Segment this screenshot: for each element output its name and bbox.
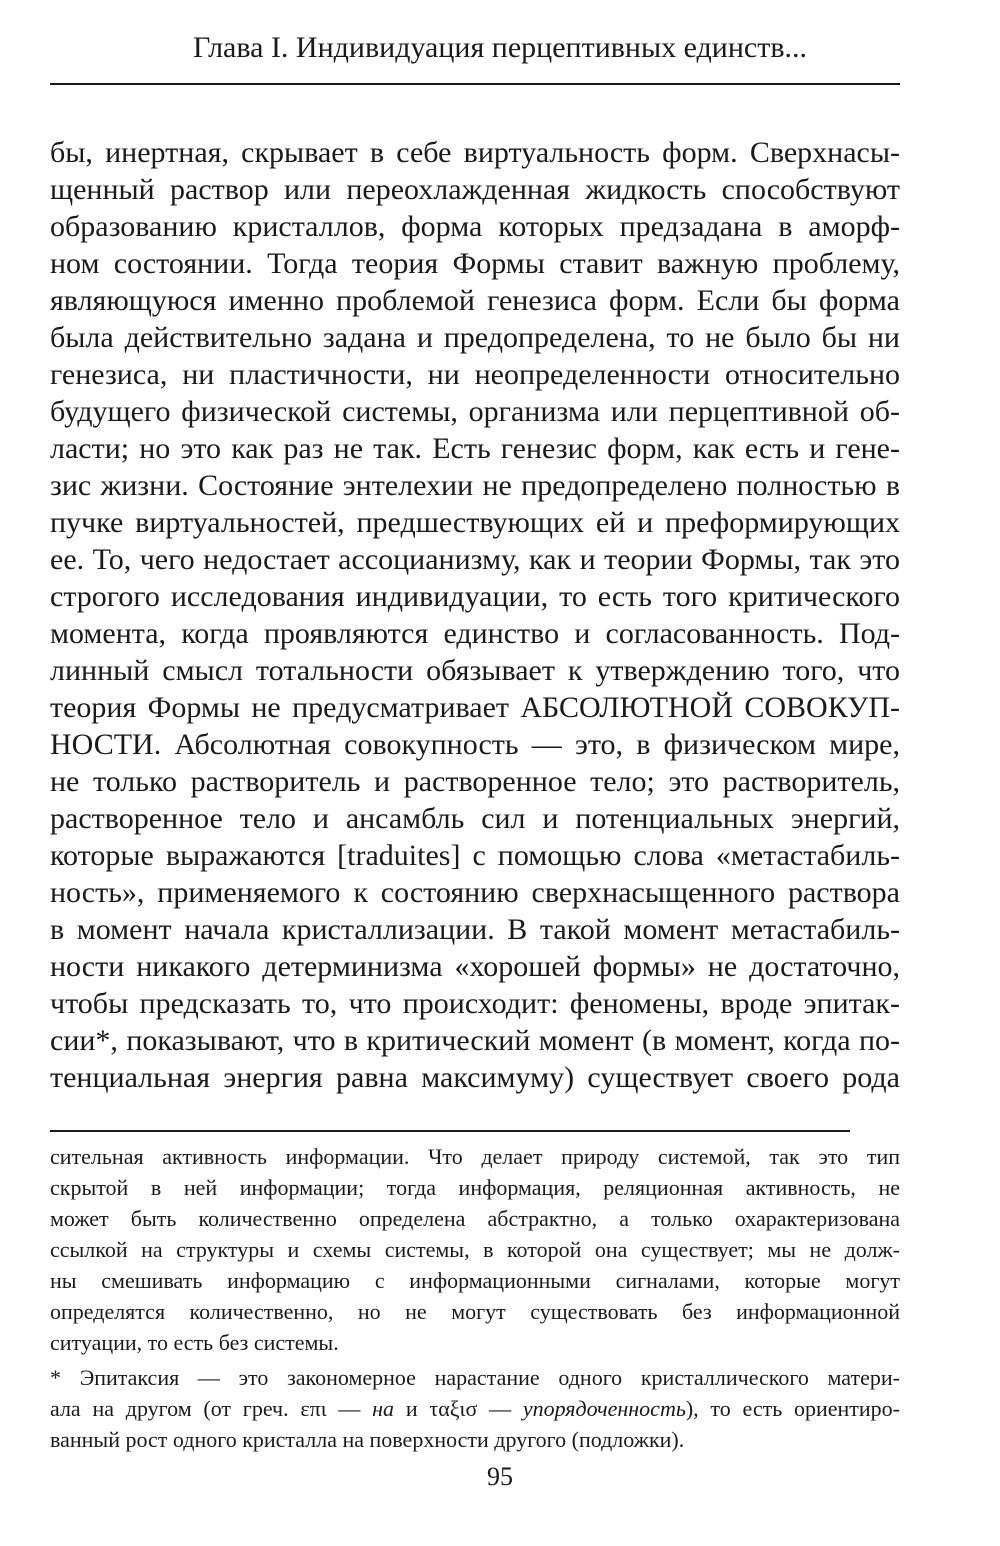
footnote-line: ситуации, то есть без системы. — [50, 1330, 339, 1355]
footnote-line: определятся количественно, но не могут существовать без информационной — [50, 1299, 900, 1324]
gloss-word: на — [372, 1396, 395, 1421]
main-body-text — [50, 134, 900, 1096]
epitaxy-footnote-line: ванный рост одного кристалла на поверхности другого (подложки). — [50, 1427, 685, 1452]
body-line: теория Формы не предусматривает АБСОЛЮТНОЙ СОВОКУП- — [50, 691, 900, 724]
body-line: ее. То, чего недостает ассоцианизму, как и теории Формы, так это — [50, 543, 900, 576]
footnote-text: ), то есть ориентиро- — [685, 1396, 901, 1421]
page-number: 95 — [487, 1462, 513, 1491]
running-header: Глава I. Индивидуация перцептивных единств... — [192, 31, 808, 64]
footnote-line: сительная активность информации. Что делает природу системой, так это тип — [50, 1144, 900, 1169]
body-line: не только растворитель и растворенное тело; это растворитель, — [50, 765, 900, 798]
epitaxy-footnote-line: * Эпитаксия — это закономерное нарастание одного кристаллического матери- — [50, 1365, 900, 1390]
footnote-text: и — [394, 1396, 430, 1421]
footnotes — [50, 1141, 900, 1455]
body-line: ном состоянии. Тогда теория Формы ставит важную проблему, — [50, 247, 900, 280]
greek-word: επι — [300, 1396, 327, 1421]
gloss-word: упорядоченность — [522, 1396, 686, 1421]
footnote-text: — — [477, 1396, 523, 1421]
body-line: бы, инертная, скрывает в себе виртуальность форм. Сверхнасы- — [50, 136, 900, 169]
body-line: сии*, показывают, что в критический момент (в момент, когда по- — [50, 1024, 900, 1057]
body-line: в момент начала кристаллизации. В такой момент метастабиль- — [50, 913, 900, 946]
body-line: ность», применяемого к состоянию сверхнасыщенного раствора — [50, 876, 900, 909]
body-line: образованию кристаллов, форма которых предзадана в аморф- — [50, 210, 900, 243]
body-line: строгого исследования индивидуации, то есть того критического — [50, 580, 900, 613]
body-line: была действительно задана и предопределена, то не было бы ни — [50, 321, 900, 354]
body-line: растворенное тело и ансамбль сил и потенциальных энергий, — [50, 802, 900, 835]
footnote-text: — — [326, 1396, 373, 1421]
body-line: будущего физической системы, организма или перцептивной об- — [50, 395, 900, 428]
body-line: чтобы предсказать то, что происходит: феномены, вроде эпитак- — [50, 987, 900, 1020]
body-line: ности никакого детерминизма «хорошей формы» не достаточно, — [50, 950, 900, 983]
body-line: являющуюся именно проблемой генезиса форм. Если бы форма — [50, 284, 900, 317]
body-line: которые выражаются [traduites] с помощью слова «метастабиль- — [50, 839, 900, 872]
body-line: тенциальная энергия равна максимуму) существует своего рода — [50, 1061, 900, 1094]
footnote-line: ссылкой на структуры и схемы системы, в которой она существует; мы не долж- — [50, 1237, 900, 1262]
greek-word: ταξισ — [429, 1396, 478, 1421]
epitaxy-footnote-line — [50, 1393, 900, 1424]
body-line: НОСТИ. Абсолютная совокупность — это, в физическом мире, — [50, 728, 900, 761]
footnote-rule — [50, 1130, 850, 1132]
header-rule — [50, 83, 900, 85]
footnote-line: скрытой в ней информации; тогда информация, реляционная активность, не — [50, 1175, 900, 1200]
footnote-line: ны смешивать информацию с информационными сигналами, которые могут — [50, 1268, 900, 1293]
body-line: пучке виртуальностей, предшествующих ей и преформирующих — [50, 506, 900, 539]
body-line: ласти; но это как раз не так. Есть генезис форм, как есть и гене- — [50, 432, 900, 465]
footnote-line: может быть количественно определена абстрактно, а только охарактеризована — [50, 1206, 900, 1231]
body-line: момента, когда проявляются единство и согласованность. Под- — [50, 617, 900, 650]
footnote-text: ала на другом (от греч. — [50, 1396, 301, 1421]
body-line: зис жизни. Состояние энтелехии не предопределено полностью в — [50, 469, 900, 502]
body-line: линный смысл тотальности обязывает к утверждению того, что — [50, 654, 900, 687]
body-line: щенный раствор или переохлажденная жидкость способствуют — [50, 173, 900, 206]
body-line: генезиса, ни пластичности, ни неопределенности относительно — [50, 358, 900, 391]
